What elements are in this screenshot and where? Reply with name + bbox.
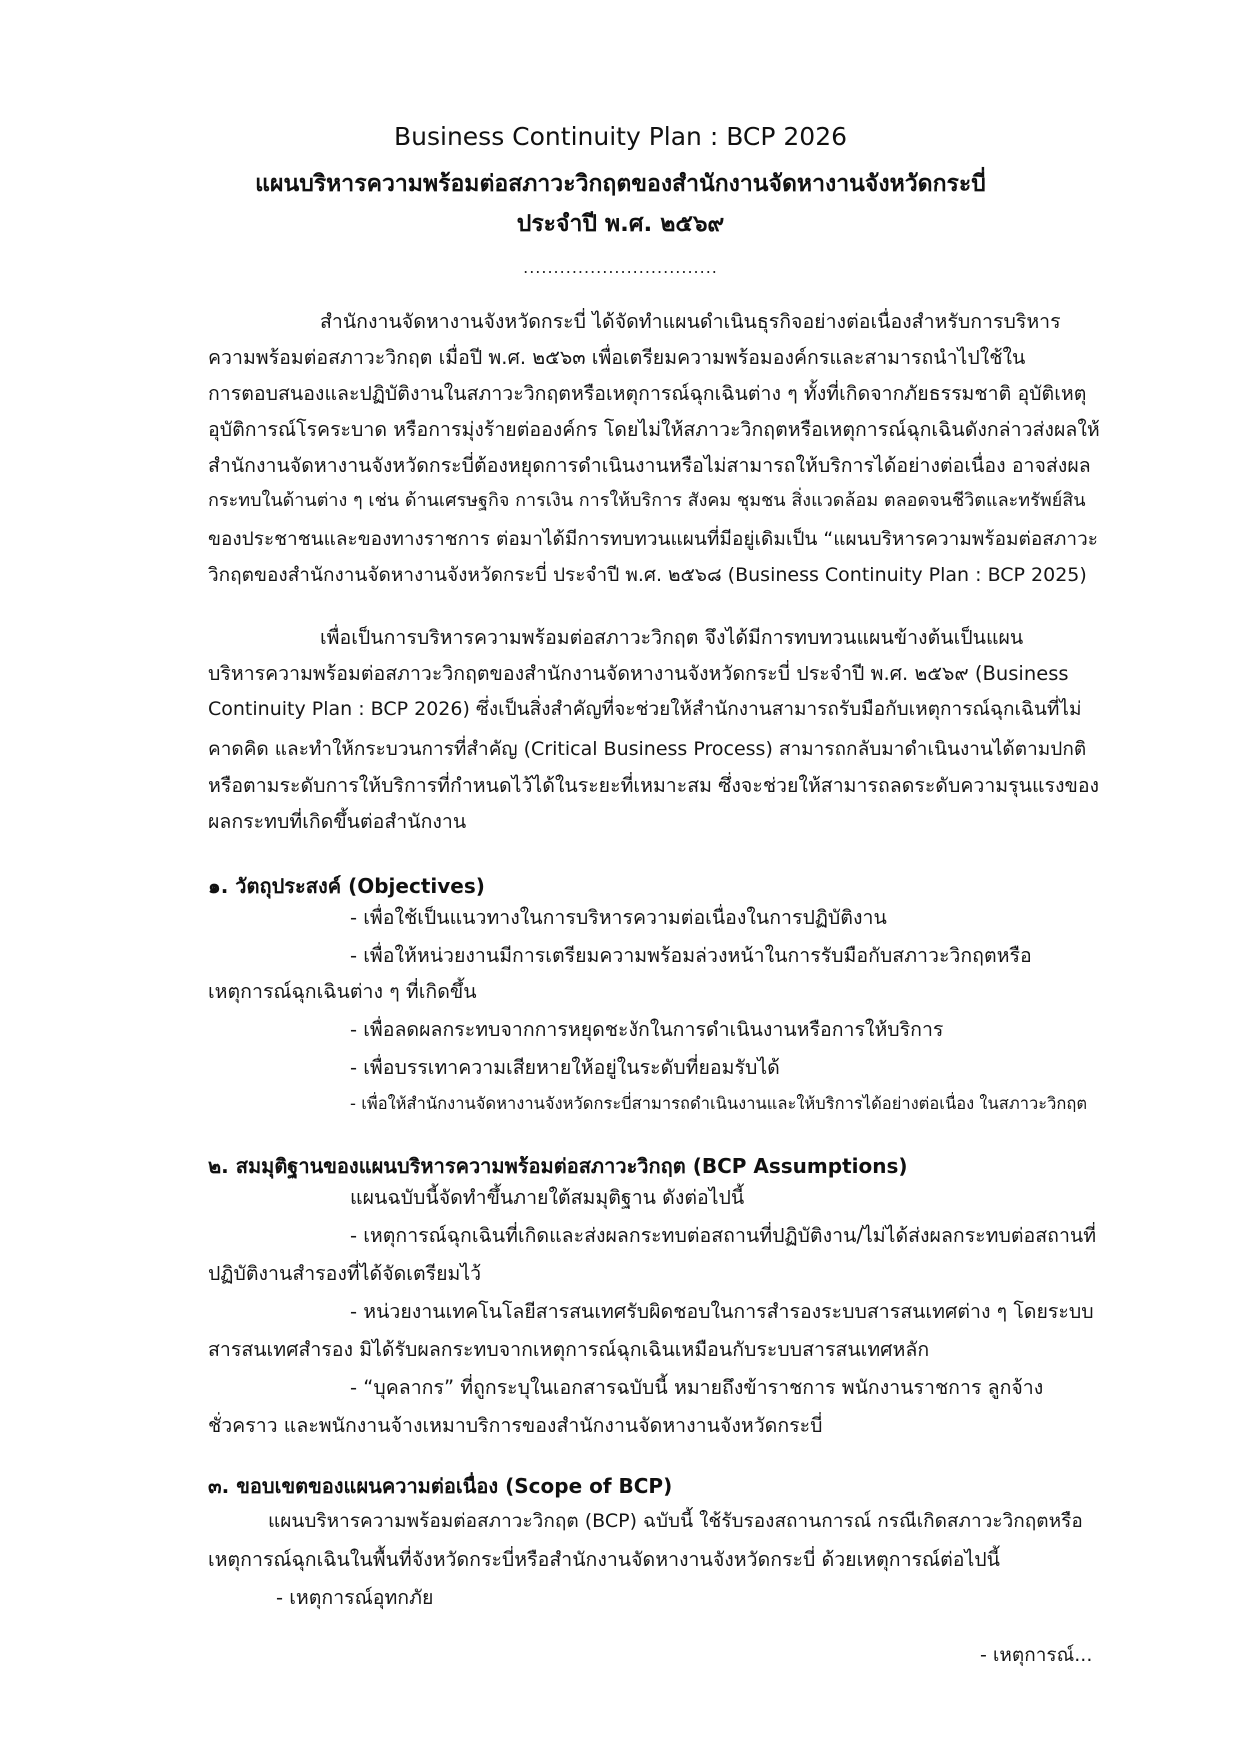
section1-item-continued: เหตุการณ์ฉุกเฉินต่าง ๆ ที่เกิดขึ้น	[208, 980, 477, 1003]
section1-item: - เพื่อให้หน่วยงานมีการเตรียมความพร้อมล่วงหน้าในการรับมือกับสภาวะวิกฤตหรือ	[350, 944, 1032, 967]
intro-p2-line: คาดคิด และทำให้กระบวนการที่สำคัญ (Critical Business Process) สามารถกลับมาดำเนินงานได้ตามปกติ	[208, 738, 1087, 760]
section2-item-continued: ชั่วคราว และพนักงานจ้างเหมาบริการของสำนักงานจัดหางานจังหวัดกระบี่	[208, 1414, 823, 1437]
section2-item: - “บุคลากร” ที่ถูกระบุในเอกสารฉบับนี้ หมายถึงข้าราชการ พนักงานราชการ ลูกจ้าง	[350, 1376, 1044, 1399]
section2-intro: แผนฉบับนี้จัดทำขึ้นภายใต้สมมุติฐาน ดังต่อไปนี้	[350, 1186, 745, 1209]
section3-line: เหตุการณ์ฉุกเฉินในพื้นที่จังหวัดกระบี่หรือสำนักงานจัดหางานจังหวัดกระบี่ ด้วยเหตุการณ์ต่อไปนี้	[208, 1548, 1001, 1571]
intro-p1-line: สำนักงานจัดหางานจังหวัดกระบี่ ได้จัดทำแผนดำเนินธุรกิจอย่างต่อเนื่องสำหรับการบริหาร	[320, 310, 1061, 333]
section2-item: - หน่วยงานเทคโนโลยีสารสนเทศรับผิดชอบในการสำรองระบบสารสนเทศต่าง ๆ โดยระบบ	[350, 1300, 1094, 1323]
intro-p2-line: หรือตามระดับการให้บริการที่กำหนดไว้ได้ในระยะที่เหมาะสม ซึ่งจะช่วยให้สามารถลดระดับความรุนแรงของ	[208, 774, 1100, 797]
section1-item: - เพื่อบรรเทาความเสียหายให้อยู่ในระดับที่ยอมรับได้	[350, 1056, 780, 1079]
section2-heading: ๒. สมมุติฐานของแผนบริหารความพร้อมต่อสภาวะวิกฤต (BCP Assumptions)	[208, 1154, 908, 1178]
section3-line: - เหตุการณ์อุทกภัย	[276, 1586, 434, 1609]
section1-heading: ๑. วัตถุประสงค์ (Objectives)	[208, 874, 485, 898]
intro-p1-line: ของประชาชนและของทางราชการ ต่อมาได้มีการทบทวนแผนที่มีอยู่เดิมเป็น “แผนบริหารความพร้อมต่อสภาวะ	[208, 528, 1098, 550]
intro-p1-line: วิกฤตของสำนักงานจัดหางานจังหวัดกระบี่ ประจำปี พ.ศ. ๒๕๖๘ (Business Continuity Plan : BCP 2025)	[208, 564, 1087, 586]
intro-p1-line: การตอบสนองและปฏิบัติงานในสภาวะวิกฤตหรือเหตุการณ์ฉุกเฉินต่าง ๆ ทั้งที่เกิดจากภัยธรรมชาติ อุบัติเหตุ	[208, 382, 1087, 405]
document-title-en: Business Continuity Plan : BCP 2026	[393, 122, 848, 151]
title-separator: ................................	[523, 258, 718, 277]
intro-p1-line: อุบัติการณ์โรคระบาด หรือการมุ่งร้ายต่อองค์กร โดยไม่ให้สภาวะวิกฤตหรือเหตุการณ์ฉุกเฉินดังกล่าวส่งผลให้	[208, 418, 1100, 441]
intro-p2-line: ผลกระทบที่เกิดขึ้นต่อสำนักงาน	[208, 810, 467, 833]
section3-line: แผนบริหารความพร้อมต่อสภาวะวิกฤต (BCP) ฉบับนี้ ใช้รับรองสถานการณ์ กรณีเกิดสภาวะวิกฤตหรือ	[268, 1510, 1083, 1532]
document-title-th: แผนบริหารความพร้อมต่อสภาวะวิกฤตของสำนักงานจัดหางานจังหวัดกระบี่	[255, 171, 986, 197]
section2-item-continued: สารสนเทศสำรอง มิได้รับผลกระทบจากเหตุการณ์ฉุกเฉินเหมือนกับระบบสารสนเทศหลัก	[208, 1338, 930, 1361]
intro-p2-line: เพื่อเป็นการบริหารความพร้อมต่อสภาวะวิกฤต จึงได้มีการทบทวนแผนข้างต้นเป็นแผน	[320, 626, 1024, 649]
section2-item-continued: ปฏิบัติงานสำรองที่ได้จัดเตรียมไว้	[208, 1262, 482, 1285]
intro-p2-line: บริหารความพร้อมต่อสภาวะวิกฤตของสำนักงานจัดหางานจังหวัดกระบี่ ประจำปี พ.ศ. ๒๕๖๙ (Business	[208, 662, 1069, 685]
section2-item: - เหตุการณ์ฉุกเฉินที่เกิดและส่งผลกระทบต่อสถานที่ปฏิบัติงาน/ไม่ได้ส่งผลกระทบต่อสถานที่	[350, 1224, 1097, 1247]
section3-heading: ๓. ขอบเขตของแผนความต่อเนื่อง (Scope of BCP)	[208, 1474, 673, 1498]
section1-item: - เพื่อให้สำนักงานจัดหางานจังหวัดกระบี่สามารถดำเนินงานและให้บริการได้อย่างต่อเนื่อง ในสภาวะวิกฤต	[350, 1094, 1088, 1113]
document-title-year: ประจำปี พ.ศ. ๒๕๖๙	[516, 211, 725, 237]
intro-p2-line: Continuity Plan : BCP 2026) ซึ่งเป็นสิ่งสำคัญที่จะช่วยให้สำนักงานสามารถรับมือกับเหตุการณ์ฉุกเฉินที่ไม่	[208, 698, 1082, 720]
intro-p1-line: ความพร้อมต่อสภาวะวิกฤต เมื่อปี พ.ศ. ๒๕๖๓ เพื่อเตรียมความพร้อมองค์กรและสามารถนำไปใช้ใน	[208, 346, 1026, 369]
section1-item: - เพื่อลดผลกระทบจากการหยุดชะงักในการดำเนินงานหรือการให้บริการ	[350, 1018, 944, 1041]
section1-item: - เพื่อใช้เป็นแนวทางในการบริหารความต่อเนื่องในการปฏิบัติงาน	[350, 906, 887, 929]
intro-p1-line: สำนักงานจัดหางานจังหวัดกระบี่ต้องหยุดการดำเนินงานหรือไม่สามารถให้บริการได้อย่างต่อเนื่อง อาจส่งผล	[208, 454, 1091, 477]
next-page-marker: - เหตุการณ์...	[980, 1644, 1093, 1666]
intro-p1-line: กระทบในด้านต่าง ๆ เช่น ด้านเศรษฐกิจ การเงิน การให้บริการ สังคม ชุมชน สิ่งแวดล้อม ตลอดจนชีวิตและทรัพย์สิน	[208, 490, 1086, 511]
